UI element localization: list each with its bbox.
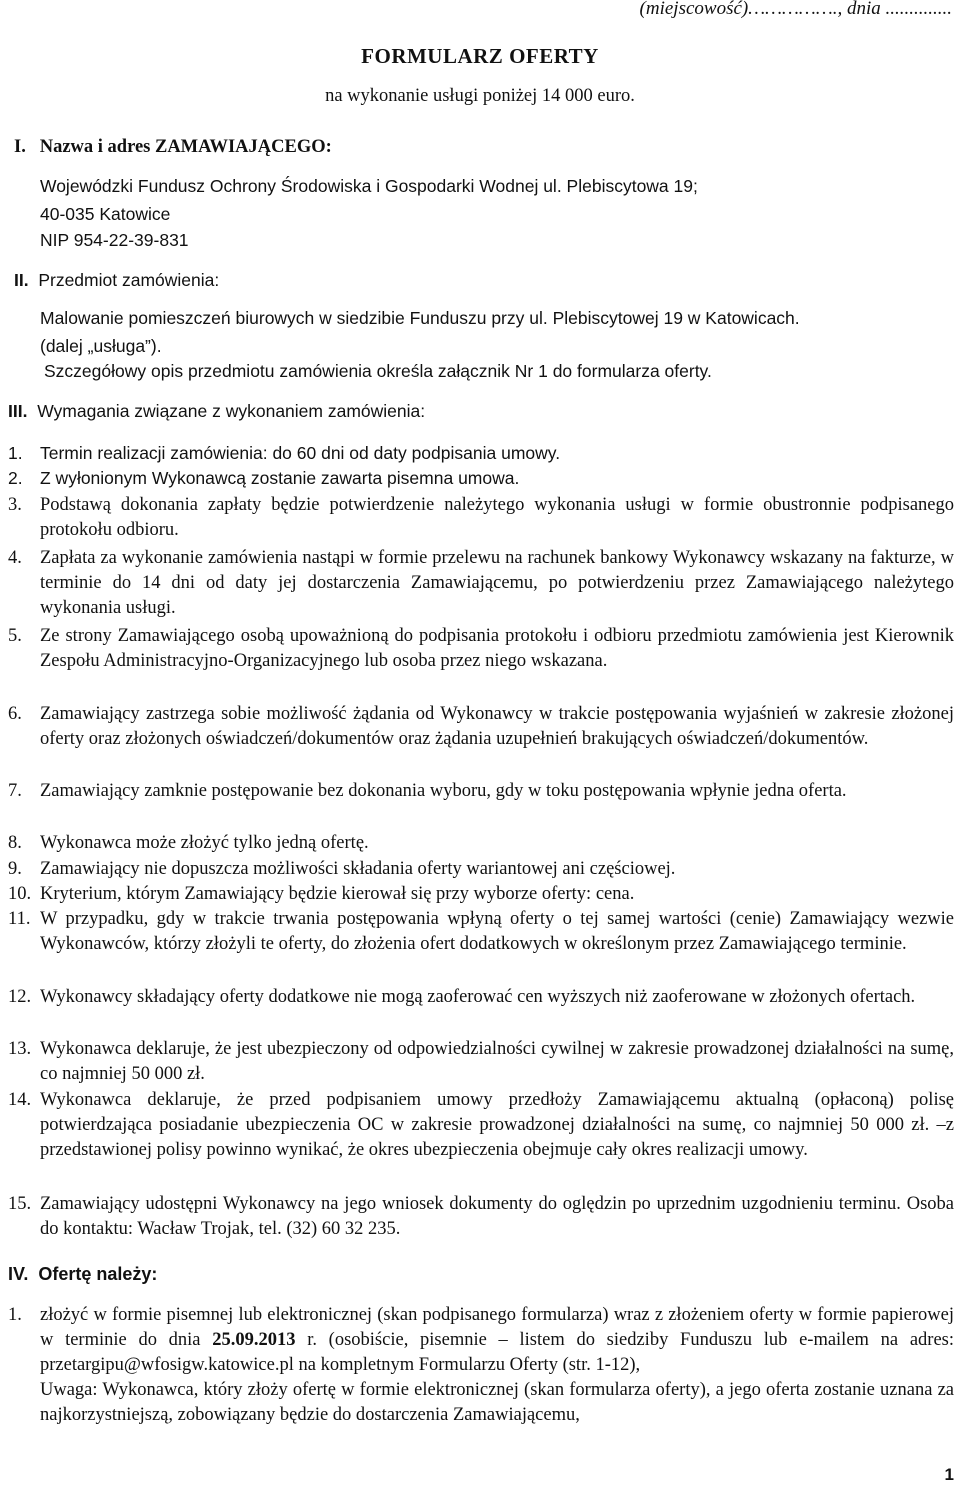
place-date-line: (miejscowość)……………., dnia .............. [639, 0, 952, 19]
section-number: II. [14, 270, 29, 290]
item-number: 1. [8, 443, 23, 463]
list-item [8, 985, 954, 1010]
item-number: 13. [8, 1039, 32, 1059]
item-number: 12. [8, 987, 32, 1007]
list-item [8, 546, 954, 621]
section-4-heading [8, 1262, 157, 1287]
item-text: Wykonawca deklaruje, że jest ubezpieczony od odpowiedzialności cywilnej w zakresie prowadzonej działalności na sumę, co najmniej 50 000 zł. [40, 1039, 954, 1084]
item-number: 5. [8, 626, 22, 646]
section-title: Przedmiot zamówienia: [38, 270, 220, 290]
subject-line: Malowanie pomieszczeń biurowych w siedzibie Funduszu przy ul. Plebiscytowej 19 w Katowicach. [40, 308, 800, 328]
section-2-heading [14, 268, 219, 293]
section-3-heading [8, 399, 425, 424]
item-number: 4. [8, 548, 22, 568]
item-number: 2. [8, 468, 23, 488]
note-text: Uwaga: Wykonawca, który złoży ofertę w formie elektronicznej (skan formularza oferty), a jego oferta zostanie uznana za najkorzystniejszą, zobowiązany będzie do dostarczenia Zamawiającemu, [40, 1380, 954, 1425]
list-item [8, 441, 954, 466]
section-title: Nazwa i adres ZAMAWIAJĄCEGO: [39, 137, 332, 157]
list-item [8, 831, 954, 856]
item-text: Zapłata za wykonanie zamówienia nastąpi w formie przelewu na rachunek bankowy Wykonawcy wskazany na fakturze, w terminie do 14 dni od daty jej dostarczenia Zamawiającemu, po potwierdzeniu przez Zamawiającego należytego wykonania usługi. [40, 548, 954, 618]
list-item [8, 857, 954, 882]
item-text: Termin realizacji zamówienia: do 60 dni od daty podpisania umowy. [40, 443, 561, 463]
form-subtitle: na wykonanie usługi poniżej 14 000 euro. [325, 86, 635, 106]
page-number: 1 [944, 1465, 954, 1484]
list-item [8, 624, 954, 674]
item-number: 14. [8, 1090, 32, 1110]
item-number: 1. [8, 1305, 22, 1325]
item-text: Zamawiający zamknie postępowanie bez dokonania wyboru, gdy w toku postępowania wpłynie jedna oferta. [40, 781, 847, 801]
item-text-part: r. (osobiście, pisemnie – listem do siedziby Funduszu lub e-mailem na adres: przetargipu@wfosigw.katowice.pl na kompletnym Formularzu Oferty (str. 1-12), [40, 1330, 954, 1375]
item-number: 3. [8, 495, 22, 515]
list-item [8, 1192, 954, 1242]
item-text: Zamawiający udostępni Wykonawcy na jego wniosek dokumenty do oględzin po uprzednim uzgodnieniu terminu. Osoba do kontaktu: Wacław Trojak, tel. (32) 60 32 235. [40, 1194, 954, 1239]
list-item [8, 466, 954, 491]
section-number: I. [14, 137, 26, 157]
list-item [8, 882, 954, 907]
section-1-heading [14, 135, 332, 160]
section-title: Wymagania związane z wykonaniem zamówienia: [37, 401, 426, 421]
item-text: Zamawiający nie dopuszcza możliwości składania oferty wariantowej ani częściowej. [40, 859, 676, 879]
item-text: Podstawą dokonania zapłaty będzie potwierdzenie należytego wykonania usługi w formie obustronnie podpisanego protokołu odbioru. [40, 495, 954, 540]
item-number: 8. [8, 833, 22, 853]
list-item [8, 779, 954, 804]
subject-alias: (dalej „usługa”). [40, 336, 162, 356]
item-text: Wykonawcy składający oferty dodatkowe nie mogą zaoferować cen wyższych niż zaoferowane w złożonych ofertach. [40, 987, 916, 1007]
item-text: Zamawiający zastrzega sobie możliwość żądania od Wykonawcy w trakcie postępowania wyjaśnień w zakresie złożonej oferty oraz złożonych oświadczeń/dokumentów oraz żądania uzupełnień brakujących oświadczeń/dokumentów. [40, 704, 954, 749]
item-number: 7. [8, 781, 22, 801]
list-item [8, 702, 954, 752]
item-number: 11. [8, 909, 31, 929]
item-text: Kryterium, którym Zamawiający będzie kierował się przy wyborze oferty: cena. [40, 884, 635, 904]
item-text-part: złożyć w formie pisemnej lub elektronicznej (skan podpisanego formularza) wraz z złożeniem oferty w formie papierowej w terminie do dnia [40, 1305, 954, 1350]
client-name-line: Wojewódzki Fundusz Ochrony Środowiska i Gospodarki Wodnej ul. Plebiscytowa 19; [40, 176, 698, 196]
section-title: Ofertę należy: [38, 1264, 158, 1284]
item-number: 15. [8, 1194, 32, 1214]
list-item [8, 1088, 954, 1163]
list-item [8, 907, 954, 957]
item-text: Wykonawca deklaruje, że przed podpisaniem umowy przedłoży Zamawiającemu aktualną (opłaconą) polisę potwierdzająca posiadanie ubezpieczenia OC w zakresie prowadzonej działalności na sumę, co najmniej 50 000 zł. –z przedstawionej polisy powinno wynikać, że okres ubezpieczenia obejmuje cały okres realizacji umowy. [40, 1090, 954, 1160]
list-item [8, 1037, 954, 1087]
item-number: 9. [8, 859, 22, 879]
section-number: III. [8, 401, 28, 421]
list-item [8, 493, 954, 543]
form-title: FORMULARZ OFERTY [361, 44, 599, 68]
client-address-line: 40-035 Katowice [40, 204, 171, 224]
deadline-date: 25.09.2013 [212, 1330, 296, 1350]
item-number: 10. [8, 884, 32, 904]
list-item [8, 1303, 954, 1428]
subject-details: Szczegółowy opis przedmiotu zamówienia określa załącznik Nr 1 do formularza oferty. [44, 361, 712, 381]
item-text: Ze strony Zamawiającego osobą upoważnioną do podpisania protokołu i odbioru przedmiotu zamówienia jest Kierownik Zespołu Administracyjno-Organizacyjnego lub osoba przez niego wskazana. [40, 626, 954, 671]
item-text: W przypadku, gdy w trakcie trwania postępowania wpłyną oferty o tej samej wartości (cenie) Zamawiający wezwie Wykonawców, którzy złożyli te oferty, do złożenia ofert dodatkowych w określonym przez Zamawiającego terminie. [40, 909, 954, 954]
item-text: Wykonawca może złożyć tylko jedną ofertę. [40, 833, 369, 853]
item-text [40, 1303, 954, 1378]
client-nip-line: NIP 954-22-39-831 [40, 230, 189, 250]
section-number: IV. [8, 1264, 29, 1284]
item-text: Z wyłonionym Wykonawcą zostanie zawarta pisemna umowa. [40, 468, 520, 488]
item-number: 6. [8, 704, 22, 724]
